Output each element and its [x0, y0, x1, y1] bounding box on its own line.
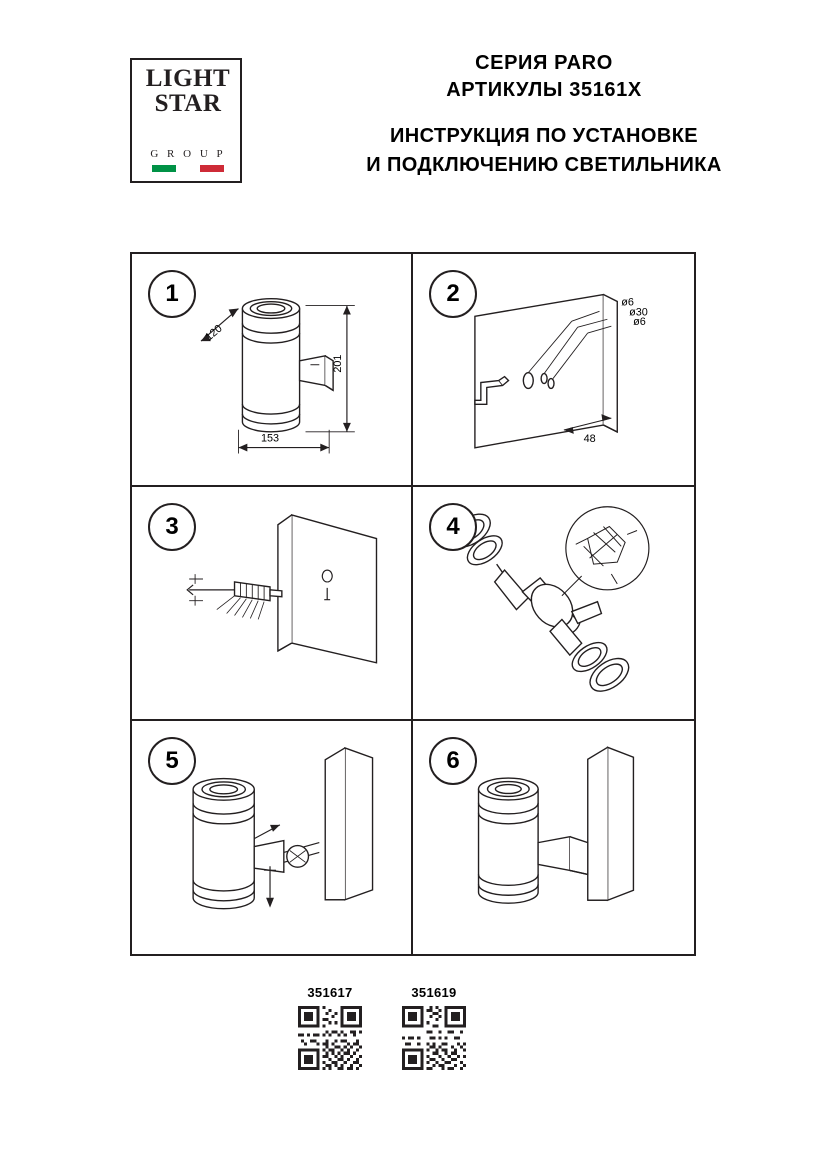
step-number-4: 4: [429, 503, 477, 551]
step-number-5: 5: [148, 737, 196, 785]
step-cell-3: [132, 487, 413, 720]
dimension-plate: 48: [583, 432, 596, 445]
instruction-steps-grid: [130, 252, 696, 956]
qr-code-label-1: 351617: [307, 985, 353, 1000]
document-title: [262, 50, 826, 180]
logo-group-text: G R O U P: [150, 148, 226, 160]
series-title: СЕРИЯ PARO: [475, 52, 613, 74]
step-cell-1: [132, 254, 413, 487]
dimension-height: 201: [332, 354, 345, 373]
step-number-6: 6: [429, 737, 477, 785]
page-header: [0, 0, 826, 230]
dimension-depth: 120: [203, 322, 225, 344]
logo-line-1: LIGHT: [145, 65, 231, 92]
dimension-hole-top: ø6: [621, 296, 634, 309]
logo-wordmark: [132, 66, 244, 116]
footer-codes: [130, 985, 696, 1095]
brand-logo: [130, 58, 242, 183]
subtitle-line-2: И ПОДКЛЮЧЕНИЮ СВЕТИЛЬНИКА: [366, 154, 722, 176]
italian-flag-icon: [152, 165, 224, 172]
step-number-1: 1: [148, 270, 196, 318]
dimension-width: 153: [260, 432, 280, 445]
step-number-2: 2: [429, 270, 477, 318]
step-cell-6: [413, 721, 694, 954]
dimension-hole-bottom: ø6: [633, 316, 646, 329]
step-number-3: 3: [148, 503, 196, 551]
qr-code-icon-1: [298, 1006, 362, 1070]
qr-block-1: [298, 985, 362, 1070]
step-cell-4: [413, 487, 694, 720]
qr-code-icon-2: [402, 1006, 466, 1070]
dimension-hole-center: ø30: [629, 306, 648, 319]
logo-line-2: STAR: [154, 90, 222, 117]
qr-code-label-2: 351619: [411, 985, 457, 1000]
step-cell-2: [413, 254, 694, 487]
step-cell-5: [132, 721, 413, 954]
article-title: АРТИКУЛЫ 35161X: [446, 79, 642, 101]
subtitle-line-1: ИНСТРУКЦИЯ ПО УСТАНОВКЕ: [389, 125, 699, 147]
qr-block-2: [402, 985, 466, 1070]
